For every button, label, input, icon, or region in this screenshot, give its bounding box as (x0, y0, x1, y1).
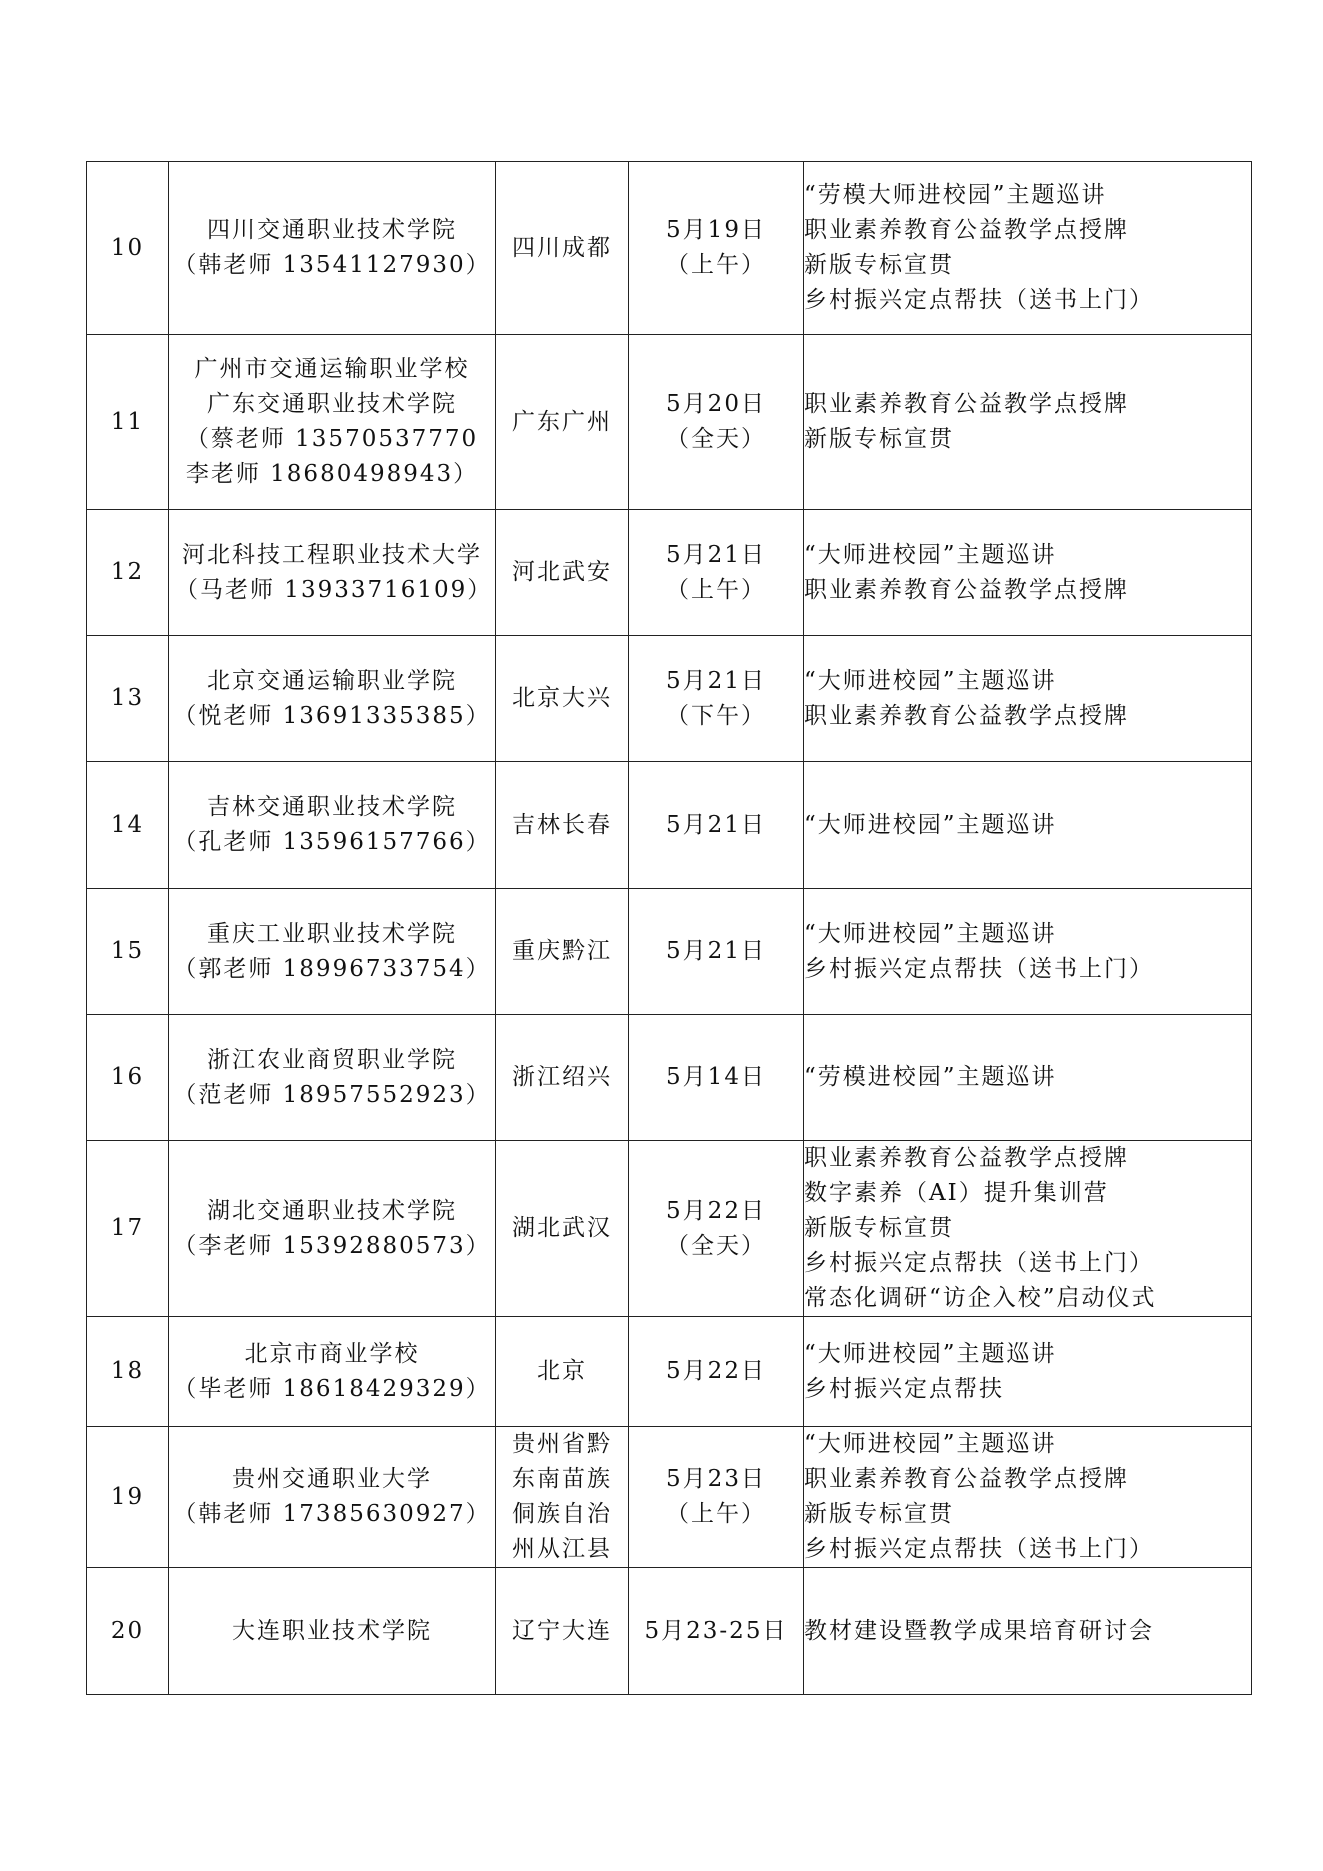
activity-item: 职业素养教育公益教学点授牌 (804, 702, 1129, 729)
location-line: 东南苗族 (512, 1466, 612, 1492)
school-line: （范老师 18957552923） (173, 1081, 491, 1108)
row-number: 15 (110, 938, 145, 964)
school-cell (169, 335, 496, 510)
location-line: 四川成都 (512, 234, 612, 261)
schedule-table-body (87, 162, 1252, 1695)
location-line: 吉林长春 (512, 811, 612, 838)
row-number: 10 (110, 234, 145, 261)
school-line: 北京市商业学校 (244, 1340, 420, 1367)
table-row (87, 1317, 1252, 1427)
date-cell (629, 162, 804, 335)
date-cell (629, 1568, 804, 1695)
school-line: （悦老师 13691335385） (173, 702, 491, 729)
row-number-cell (87, 762, 169, 889)
activity-item: 新版专标宣贯 (804, 1501, 954, 1527)
table-row (87, 636, 1252, 762)
row-number-cell (87, 1141, 169, 1317)
activity-item: 乡村振兴定点帮扶（送书上门） (804, 1536, 1154, 1562)
school-line: 李老师 18680498943） (185, 461, 479, 487)
location-line: 湖北武汉 (512, 1215, 612, 1241)
schedule-table (86, 161, 1252, 1695)
activities-cell (804, 1317, 1252, 1427)
location-cell (496, 636, 629, 762)
school-line: （韩老师 17385630927） (173, 1501, 491, 1527)
school-cell (169, 889, 496, 1015)
date-line: 5月20日 (666, 391, 766, 417)
row-number: 17 (110, 1215, 145, 1241)
school-line: 重庆工业职业技术学院 (207, 920, 457, 947)
school-line: （郭老师 18996733754） (173, 955, 491, 982)
row-number: 20 (110, 1617, 145, 1644)
school-line: 浙江农业商贸职业学院 (207, 1046, 457, 1073)
date-cell (629, 889, 804, 1015)
school-line: 吉林交通职业技术学院 (207, 794, 457, 820)
location-line: 贵州省黔 (512, 1431, 612, 1457)
location-cell (496, 889, 629, 1015)
row-number-cell (87, 1427, 169, 1568)
date-line: 5月22日 (666, 1197, 766, 1224)
location-line: 浙江绍兴 (512, 1064, 612, 1090)
row-number-cell (87, 510, 169, 636)
activity-item: 职业素养教育公益教学点授牌 (804, 1466, 1129, 1492)
activities-cell (804, 335, 1252, 510)
row-number: 12 (110, 559, 145, 585)
date-cell (629, 1317, 804, 1427)
date-line: （全天） (666, 426, 766, 452)
date-cell (629, 1427, 804, 1568)
date-line: 5月14日 (666, 1064, 766, 1090)
school-line: 四川交通职业技术学院 (207, 217, 457, 243)
date-line: 5月23-25日 (644, 1617, 788, 1644)
school-cell (169, 762, 496, 889)
school-line: （李老师 15392880573） (173, 1232, 491, 1259)
activity-item: “大师进校园”主题巡讲 (804, 541, 1057, 568)
school-cell (169, 162, 496, 335)
school-line: （蔡老师 13570537770 (185, 426, 479, 452)
table-row (87, 1568, 1252, 1695)
activity-item: 新版专标宣贯 (804, 1215, 954, 1241)
activity-item: 新版专标宣贯 (804, 426, 954, 452)
activity-item: “大师进校园”主题巡讲 (804, 667, 1057, 694)
location-line: 北京大兴 (512, 685, 612, 711)
table-row (87, 162, 1252, 335)
activity-item: 乡村振兴定点帮扶（送书上门） (804, 1250, 1154, 1276)
activities-cell (804, 1427, 1252, 1568)
row-number-cell (87, 162, 169, 335)
date-cell (629, 335, 804, 510)
activity-item: 职业素养教育公益教学点授牌 (804, 391, 1129, 417)
location-cell (496, 335, 629, 510)
date-line: （上午） (666, 252, 766, 278)
activity-item: “大师进校园”主题巡讲 (804, 1340, 1057, 1367)
school-cell (169, 1015, 496, 1141)
activity-item: 新版专标宣贯 (804, 252, 954, 278)
location-line: 广东广州 (512, 408, 612, 435)
row-number: 16 (110, 1064, 145, 1090)
date-line: （上午） (666, 576, 766, 603)
activity-item: 乡村振兴定点帮扶 (804, 1375, 1004, 1402)
table-row (87, 1427, 1252, 1568)
location-cell (496, 1568, 629, 1695)
school-line: 大连职业技术学院 (232, 1617, 432, 1644)
activities-cell (804, 162, 1252, 335)
school-line: 湖北交通职业技术学院 (207, 1197, 457, 1224)
date-cell (629, 510, 804, 636)
row-number-cell (87, 636, 169, 762)
date-cell (629, 1141, 804, 1317)
table-row (87, 762, 1252, 889)
activity-item: 数字素养（AI）提升集训营 (804, 1180, 1109, 1206)
activities-cell (804, 1015, 1252, 1141)
date-line: （全天） (666, 1232, 766, 1259)
date-cell (629, 762, 804, 889)
row-number-cell (87, 1568, 169, 1695)
activity-item: “劳模大师进校园”主题巡讲 (804, 182, 1107, 208)
school-cell (169, 510, 496, 636)
activities-cell (804, 510, 1252, 636)
table-row (87, 1141, 1252, 1317)
school-line: （毕老师 18618429329） (173, 1375, 491, 1402)
location-cell (496, 1317, 629, 1427)
date-cell (629, 636, 804, 762)
row-number: 19 (110, 1483, 145, 1510)
location-line: 辽宁大连 (512, 1617, 612, 1644)
activity-item: “大师进校园”主题巡讲 (804, 811, 1057, 838)
activity-item: 乡村振兴定点帮扶（送书上门） (804, 955, 1154, 982)
activity-item: 教材建设暨教学成果培育研讨会 (804, 1617, 1154, 1644)
location-line: 州从江县 (512, 1536, 612, 1562)
location-cell (496, 1015, 629, 1141)
date-line: 5月22日 (666, 1358, 766, 1384)
school-cell (169, 636, 496, 762)
activities-cell (804, 762, 1252, 889)
activity-item: “大师进校园”主题巡讲 (804, 1431, 1057, 1457)
school-line: 广州市交通运输职业学校 (194, 356, 470, 382)
location-line: 北京 (537, 1358, 587, 1384)
row-number: 18 (110, 1358, 145, 1384)
date-line: （下午） (666, 702, 766, 729)
school-line: 北京交通运输职业学院 (207, 667, 457, 694)
date-line: 5月19日 (666, 217, 766, 243)
row-number-cell (87, 1317, 169, 1427)
location-line: 重庆黔江 (512, 938, 612, 964)
date-line: 5月21日 (666, 541, 766, 568)
table-row (87, 510, 1252, 636)
date-cell (629, 1015, 804, 1141)
school-line: 广东交通职业技术学院 (207, 391, 457, 417)
activity-item: 职业素养教育公益教学点授牌 (804, 576, 1129, 603)
school-cell (169, 1568, 496, 1695)
school-line: （孔老师 13596157766） (173, 829, 491, 855)
row-number-cell (87, 889, 169, 1015)
table-row (87, 335, 1252, 510)
school-line: 贵州交通职业大学 (232, 1466, 432, 1492)
activities-cell (804, 1568, 1252, 1695)
school-line: （韩老师 13541127930） (173, 252, 491, 278)
school-line: （马老师 13933716109） (175, 576, 493, 603)
row-number: 11 (110, 408, 145, 435)
location-line: 河北武安 (512, 559, 612, 585)
date-line: 5月23日 (666, 1466, 766, 1492)
activity-item: 乡村振兴定点帮扶（送书上门） (804, 287, 1154, 313)
location-cell (496, 1141, 629, 1317)
activity-item: 职业素养教育公益教学点授牌 (804, 1145, 1129, 1171)
activities-cell (804, 1141, 1252, 1317)
activity-item: 常态化调研“访企入校”启动仪式 (804, 1285, 1157, 1311)
location-cell (496, 510, 629, 636)
school-cell (169, 1141, 496, 1317)
activity-item: “大师进校园”主题巡讲 (804, 920, 1057, 947)
school-line: 河北科技工程职业技术大学 (182, 541, 482, 568)
row-number-cell (87, 1015, 169, 1141)
activity-item: “劳模进校园”主题巡讲 (804, 1064, 1057, 1090)
date-line: （上午） (666, 1501, 766, 1527)
activities-cell (804, 889, 1252, 1015)
date-line: 5月21日 (666, 938, 766, 964)
activity-item: 职业素养教育公益教学点授牌 (804, 217, 1129, 243)
row-number: 14 (110, 811, 145, 838)
location-cell (496, 762, 629, 889)
table-row (87, 889, 1252, 1015)
date-line: 5月21日 (666, 667, 766, 694)
date-line: 5月21日 (666, 811, 766, 838)
location-line: 侗族自治 (512, 1501, 612, 1527)
row-number: 13 (110, 685, 145, 711)
activities-cell (804, 636, 1252, 762)
row-number-cell (87, 335, 169, 510)
school-cell (169, 1427, 496, 1568)
table-row (87, 1015, 1252, 1141)
school-cell (169, 1317, 496, 1427)
location-cell (496, 1427, 629, 1568)
location-cell (496, 162, 629, 335)
